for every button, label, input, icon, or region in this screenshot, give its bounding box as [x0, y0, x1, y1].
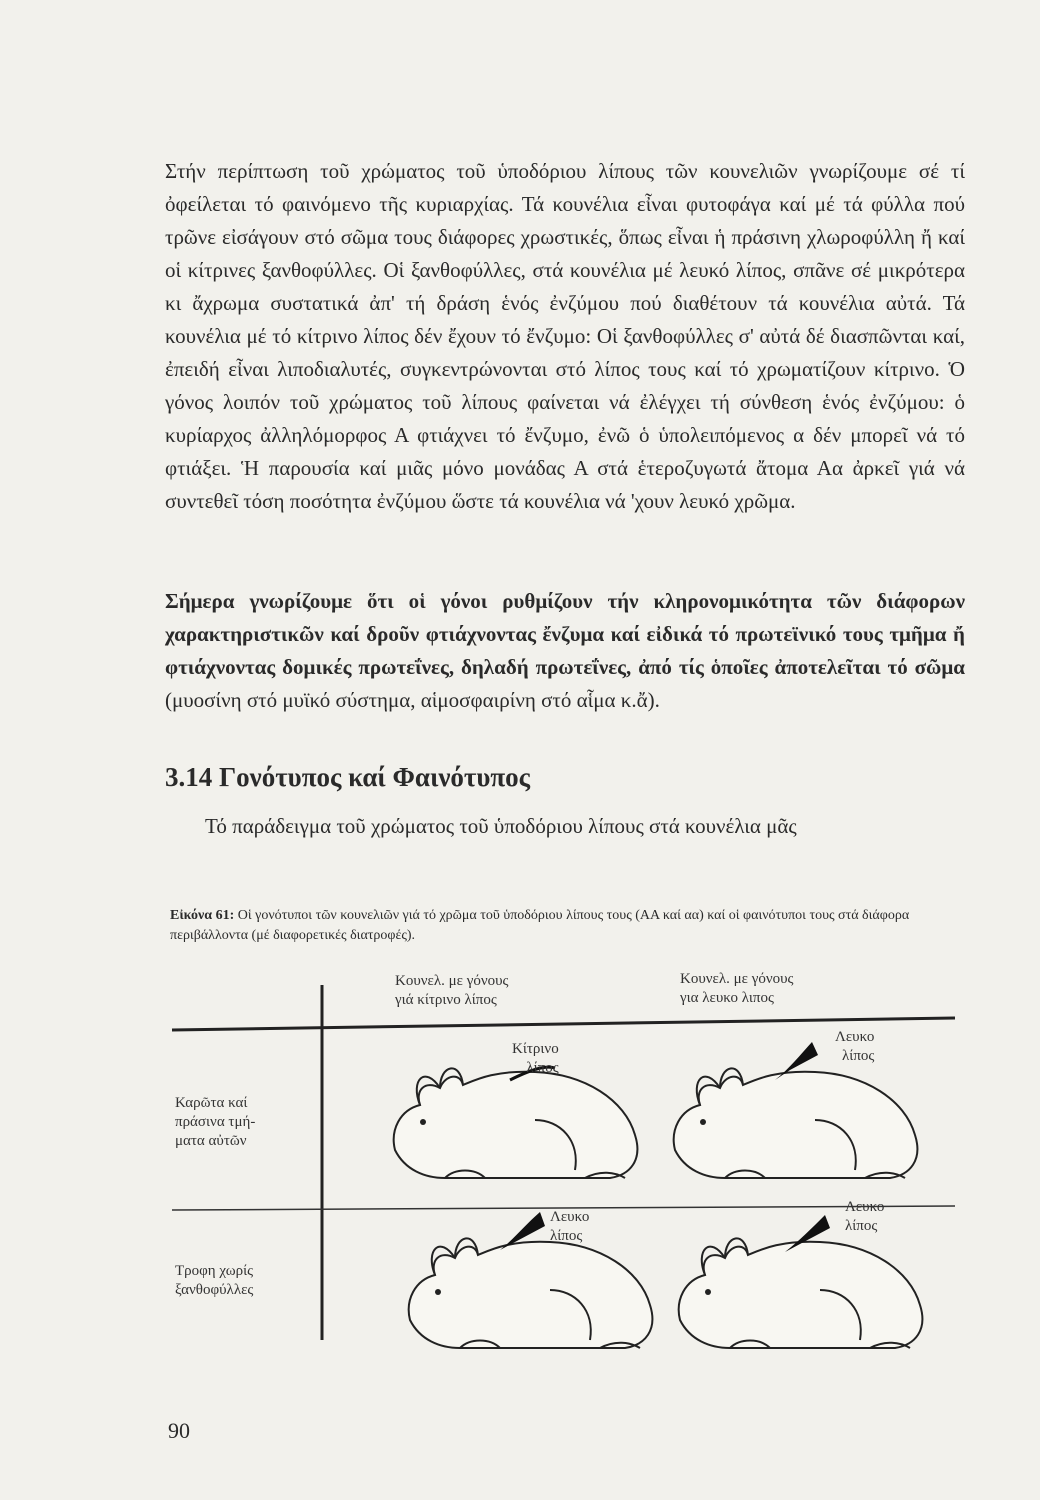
row1-label: Καρῶτα καί πράσινα τμή- ματα αὐτῶν: [175, 1095, 256, 1149]
rabbit-r2c1: [409, 1238, 653, 1348]
paragraph-1-text: Στήν περίπτωση τοῦ χρώματος τοῦ ὑποδόριου λίπους τῶν κουνελιῶν γνωρίζουμε σέ τί ὀφείλεται τό φαινόμενο τῆς κυριαρχίας. Τά κουνέλια εἶναι φυτοφάγα καί μέ τά φύλλα πού τρῶνε εἰσάγουν στό σῶμα τους διάφορες χρωστικές, ὅπως εἶναι ἡ πράσινη χλωροφύλλη ἤ καί οἱ κίτρινες ξανθοφύλλες. Οἱ ξανθοφύλλες, στά κουνέλια μέ λευκό λίπος, σπᾶνε σέ μικρότερα κι ἄχρωμα συστατικά ἀπ' τή δράση ἑνός ἐνζύμου πού διαθέτουν τά κουνέλια αὐτά. Τά κουνέλια μέ τό κίτρινο λίπος δέν ἔχουν τό ἔνζυμο: Οἱ ξανθοφύλλες σ' αὐτά δέ διασπῶνται καί, ἐπειδή εἶναι λιποδιαλυτές, συγκεντρώνονται στό λίπος τους καί τό χρωματίζουν κίτρινο. Ὁ γόνος λοιπόν τοῦ χρώματος τοῦ λίπους φαίνεται νά ἐλέγχει τή σύνθεση ἑνός ἐνζύμου: ὁ κυρίαρχος ἀλληλόμορφος Α φτιάχνει τό ἔνζυμο, ἐνῶ ὁ ὑπολειπόμενος α δέν μπορεῖ νά τό φτιάξει. Ἡ παρουσία καί μιᾶς μόνο μονάδας Α στά ἑτεροζυγωτά ἄτομα Αα ἀρκεῖ γιά νά συντεθεῖ τόση ποσότητα ἐνζύμου ὥστε τά κουνέλια νά 'χουν λευκό χρῶμα.: [165, 159, 965, 513]
cell-r1c2-label: Λευκο λίπος: [835, 1029, 875, 1064]
col1-header: Κουνελ. με γόνους γιά κίτρινο λίπος: [395, 973, 509, 1008]
section-heading: 3.14 Γονότυπος καί Φαινότυπος: [165, 762, 531, 792]
cell-r2c2-label: Λευκο λίπος: [845, 1199, 885, 1234]
page-number: 90: [168, 1418, 190, 1443]
rabbit-r1c1: [394, 1068, 638, 1178]
figure-caption-label: Εἰκόνα 61:: [170, 908, 235, 923]
paragraph-2-bold: Σήμερα γνωρίζουμε ὅτι οἱ γόνοι ρυθμίζουν τήν κληρονομικότητα τῶν διάφορων χαρακτηριστικῶν καί δροῦν φτιάχνοντας ἔνζυμα καί εἰδικά τό πρωτεϊνικό τους τμῆμα ἤ φτιάχνοντας δομικές πρωτεΐνες, δηλαδή πρωτεΐνες, ἀπό τίς ὁποῖες ἀποτελεῖται τό σῶμα: [165, 589, 965, 679]
section-intro-text: Τό παράδειγμα τοῦ χρώματος τοῦ ὑποδόριου λίπους στά κουνέλια μᾶς: [205, 814, 797, 838]
cell-r2c1-label: Λευκο λίπος: [550, 1209, 590, 1244]
figure-caption-text: Οἱ γονότυποι τῶν κουνελιῶν γιά τό χρῶμα τοῦ ὑποδόριου λίπους τους (ΑΑ καί αα) καί οἱ φαινότυποι τους στά διάφορα περιβάλλοντα (μέ διαφορετικές διατροφές).: [170, 908, 910, 943]
rabbit-r1c2: [674, 1068, 918, 1178]
row2-label: Τροφη χωρίς ξανθοφύλλες: [175, 1263, 254, 1298]
rabbit-r2c2: [679, 1238, 923, 1348]
cell-r1c1-label: Κίτρινο λίπος: [512, 1041, 559, 1076]
col2-header: Κουνελ. με γόνους για λευκο λιπος: [680, 971, 794, 1006]
paragraph-2-text: (μυοσίνη στό μυϊκό σύστημα, αἱμοσφαιρίνη στό αἷμα κ.ἄ).: [165, 688, 660, 712]
